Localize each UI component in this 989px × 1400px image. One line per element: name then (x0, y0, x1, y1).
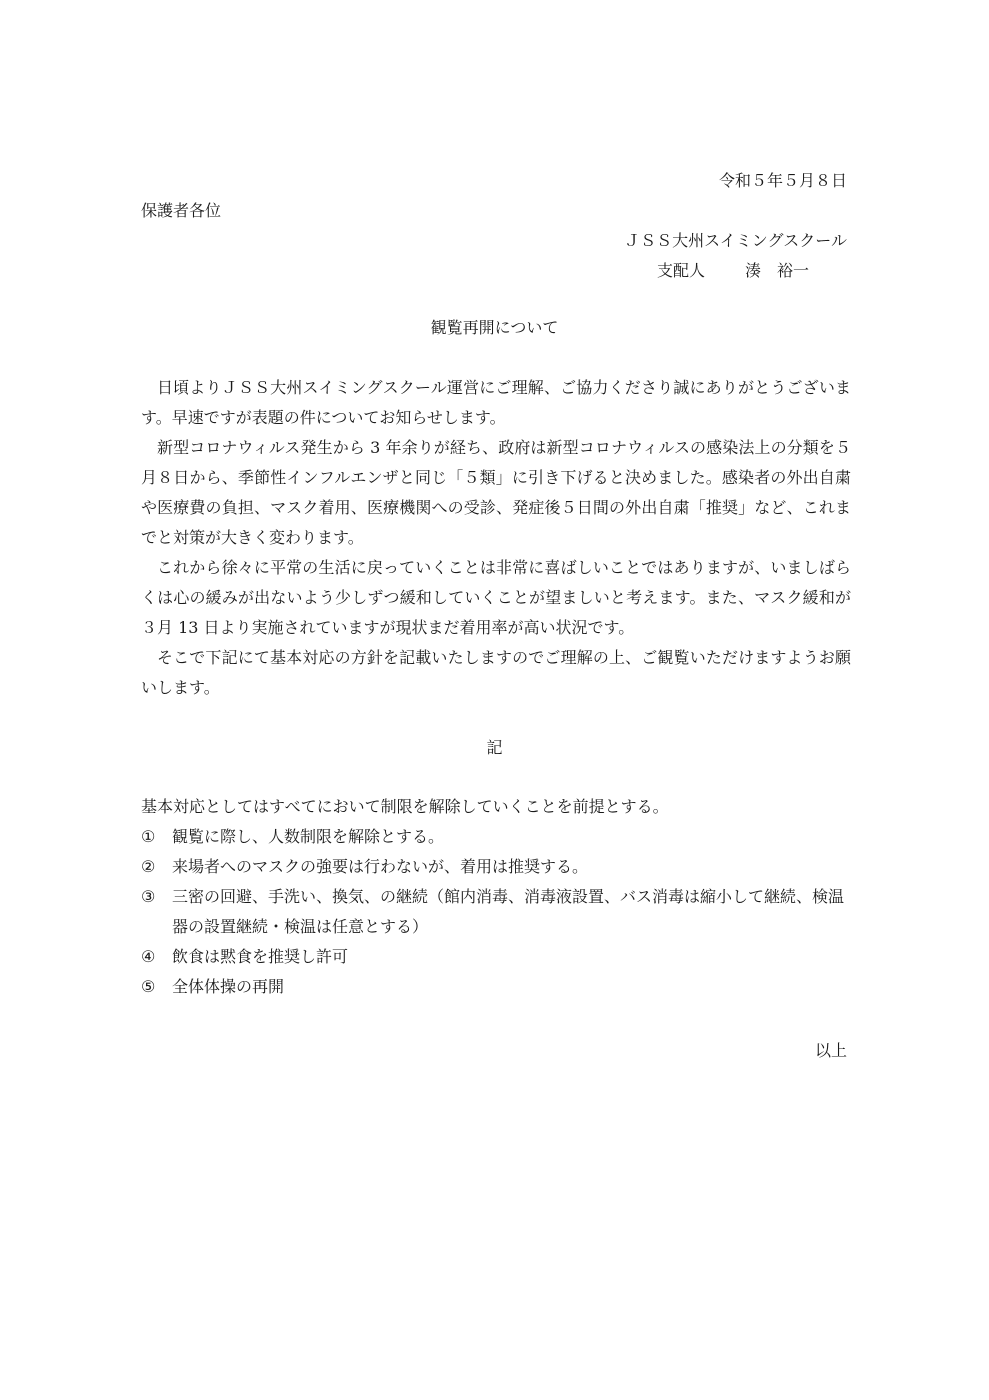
ki-heading: 記 (486, 738, 503, 757)
item-text: 飲食は黙食を推奨し許可 (172, 947, 349, 966)
item-number: ③ (141, 887, 156, 906)
document-date: 令和５年５月８日 (718, 171, 847, 190)
closing-mark: 以上 (814, 1041, 847, 1060)
list-item (141, 852, 851, 882)
manager-name: 湊 裕一 (745, 261, 810, 280)
paragraph: 日頃よりＪＳＳ大州スイミングスクール運営にご理解、ご協力くださり誠にありがとうございます。早速ですが表題の件についてお知らせします。 (141, 378, 851, 427)
measures-intro: 基本対応としてはすべてにおいて制限を解除していくことを前提とする。 (141, 797, 669, 816)
item-text: 来場者へのマスクの強要は行わないが、着用は推奨する。 (172, 857, 589, 876)
measures-list (141, 822, 851, 1002)
organization-name: ＪＳＳ大州スイミングスクール (624, 231, 847, 250)
paragraph: これから徐々に平常の生活に戻っていくことは非常に喜ばしいことではありますが、いましばらくは心の緩みが出ないよう少しずつ緩和していくことが望ましいと考えます。また、マスク緩和が３月 13 日より実施されていますが現状まだ着用率が高い状況です。 (141, 558, 851, 637)
item-number: ④ (141, 947, 156, 966)
item-text: 全体体操の再開 (172, 977, 285, 996)
list-item (141, 972, 851, 1002)
list-item (141, 882, 851, 942)
paragraph: 新型コロナウィルス発生から 3 年余りが経ち、政府は新型コロナウィルスの感染法上の分類を５月８日から、季節性インフルエンザと同じ「５類」に引き下げると決めました。感染者の外出自粛や医療費の負担、マスク着用、医療機関への受診、発症後５日間の外出自粛「推奨」など、これまでと対策が大きく変わります。 (141, 438, 851, 547)
item-number: ① (141, 827, 156, 846)
signatory (657, 256, 809, 286)
item-text: 三密の回避、手洗い、換気、の継続（館内消毒、消毒液設置、バス消毒は縮小して継続、検温器の設置継続・検温は任意とする） (172, 887, 845, 936)
body-text (141, 373, 851, 703)
item-number: ② (141, 857, 156, 876)
recipient: 保護者各位 (141, 201, 222, 220)
document-title: 観覧再開について (430, 318, 559, 337)
item-text: 観覧に際し、人数制限を解除とする。 (172, 827, 445, 846)
measures-section (141, 792, 851, 1002)
manager-title: 支配人 (657, 261, 706, 280)
list-item (141, 942, 851, 972)
paragraph: そこで下記にて基本対応の方針を記載いたしますのでご理解の上、ご観覧いただけますようお願いします。 (141, 648, 851, 697)
list-item (141, 822, 851, 852)
item-number: ⑤ (141, 977, 156, 996)
